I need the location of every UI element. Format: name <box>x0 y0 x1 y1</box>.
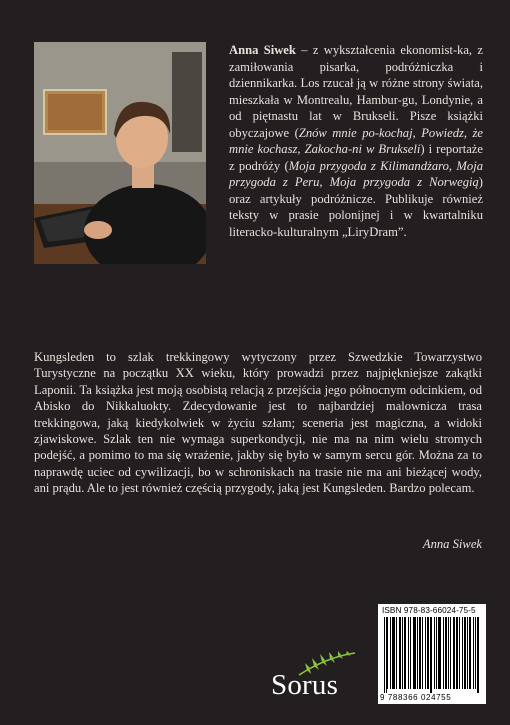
book-title: Moja przygoda z Peru <box>229 158 483 189</box>
barcode-digits: 9 788366 024755 <box>380 693 452 702</box>
book-title: Moja przygoda z Norwegią <box>329 175 479 189</box>
book-title: Znów mnie po-kochaj <box>298 125 413 140</box>
bio-separator: , <box>319 175 330 189</box>
author-signature: Anna Siwek <box>422 537 482 551</box>
bio-middle: ) i reportaże z podróży ( <box>229 142 483 173</box>
isbn-label: ISBN 978-83-66024-75-5 <box>382 606 476 615</box>
book-title: Zakocha-ni w Brukseli <box>304 142 421 156</box>
book-blurb: Kungsleden to szlak trekkingowy wytyczony przez Szwedzkie Towarzystwo Turystyczne na początku XX wieku, który prowadzi przez najpiękniejsze zakątki Laponii. Ta książka jest moją osobistą relacją z przejścia jego północnym odcinkiem, od Abisko do Nikkaluokty. Zdecydowanie jest to najbardziej malownicza trasa trekkingowa, jaką kiedykolwiek w życiu szłam; sceneria jest magiczna, a widoki zjawiskowe. Szlak ten nie wymaga superkondycji, nie ma na nim wielu stromych podejść, a pomimo to ma się wrażenie, jakby się było w samym sercu gór. Można za to naprawdę uciec od cywilizacji, bo w schroniskach na trasie nie ma ani bieżącej wody, ani prądu. Ale to jest również częścią przygody, jaką jest Kungsleden. Bardzo polecam. <box>34 350 482 496</box>
book-title: Moja przygoda z Kilimandżaro <box>288 158 449 173</box>
bio-separator: , <box>448 158 457 173</box>
book-title: Powiedz, że mnie kochasz <box>229 125 484 156</box>
publisher-logo <box>271 651 363 701</box>
isbn-barcode-box <box>378 604 486 704</box>
bio-intro: – z wykształcenia ekonomist-ka, z zamiłowania pisarka, podróżniczka i dziennikarka. Los rzucał ją w różne strony świata, mieszkała w Montrealu, Hambur-gu, Londynie, a od piętnastu lat w Brukseli. Pisze książki obyczajowe ( <box>229 43 483 140</box>
author-photo-illustration <box>34 42 206 264</box>
bio-separator: , <box>297 142 305 156</box>
publisher-name: Sorus <box>271 669 339 701</box>
author-bio <box>229 42 483 240</box>
author-name: Anna Siwek <box>229 43 296 57</box>
author-photo <box>34 42 206 264</box>
barcode-icon <box>384 617 480 693</box>
bio-separator: , <box>412 125 422 140</box>
bio-end: ) oraz artykuły podróżnicze. Publikuje również teksty w prasie polonijnej i w kwartalniku literacko-kulturalnym „LiryDram”. <box>229 175 483 239</box>
